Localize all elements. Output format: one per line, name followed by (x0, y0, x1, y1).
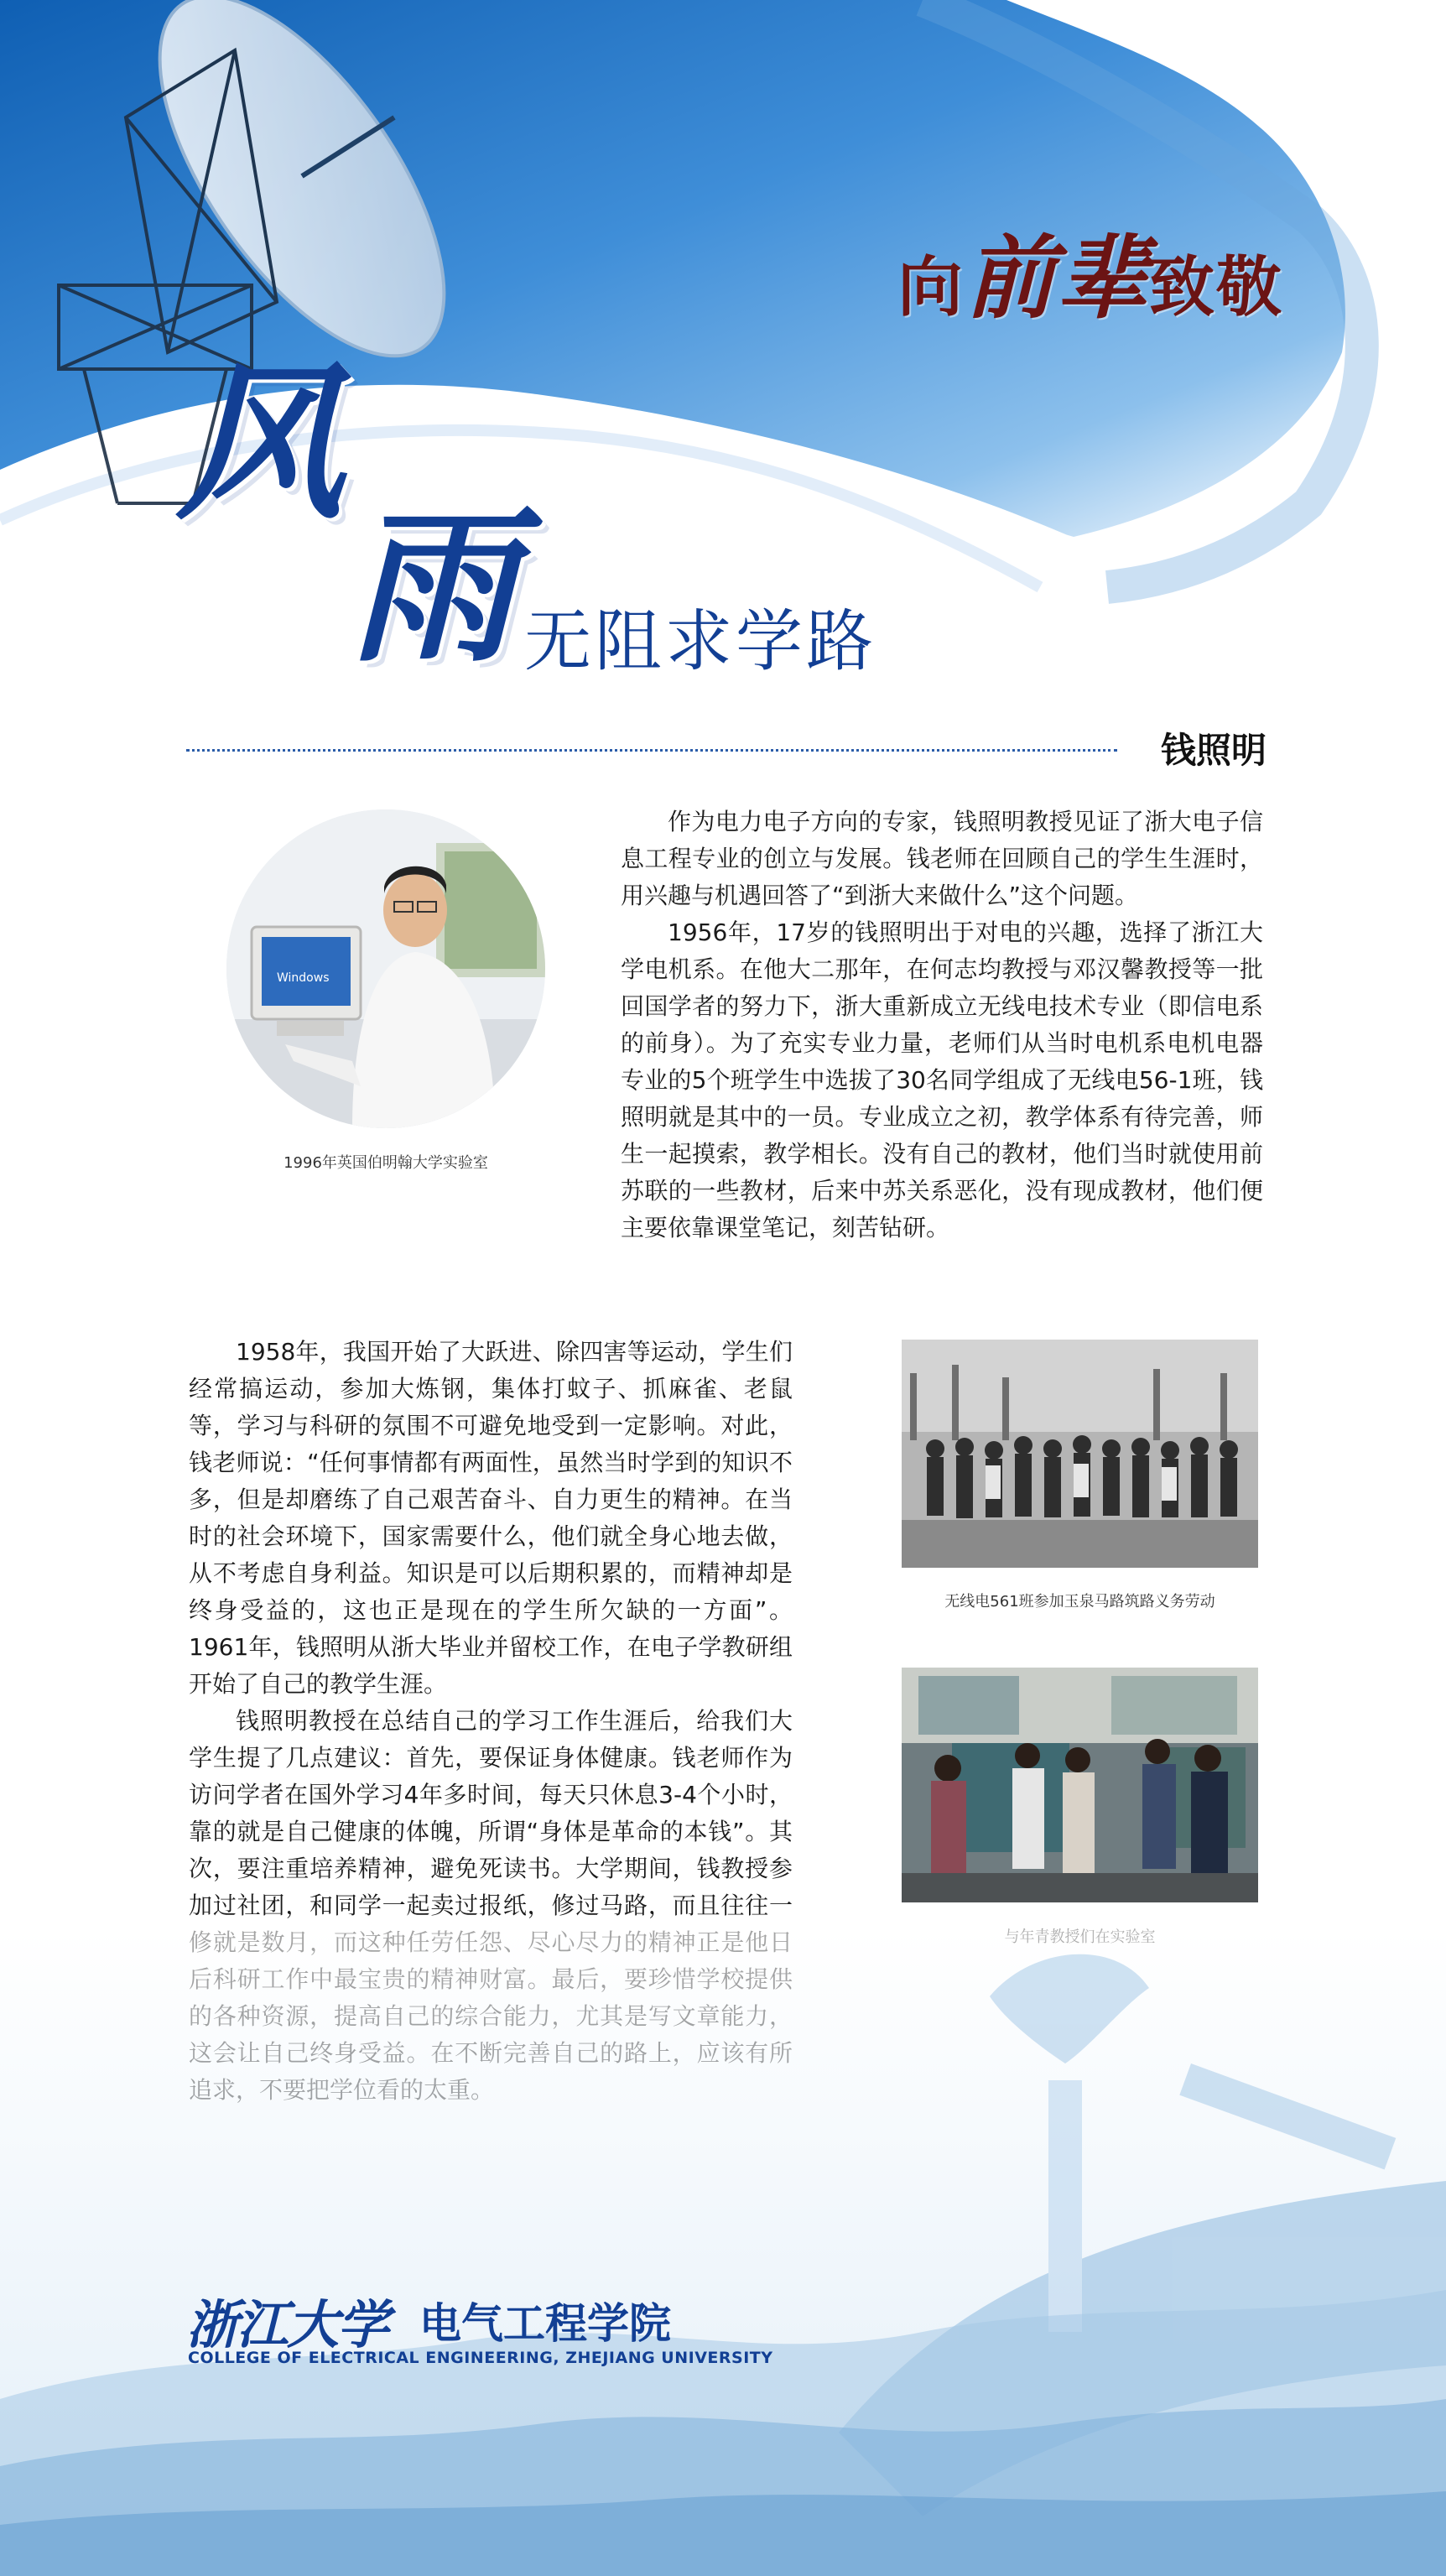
paragraph-1958: 1958年，我国开始了大跃进、除四害等运动，学生们经常搞运动，参加大炼钢，集体打蚊子、抓麻雀、老鼠等，学习与科研的氛围不可避免地受到一定影响。对此，钱老师说：“任何事情都有两面性，虽然当时学到的知识不多，但是却磨练了自己艰苦奋斗、自力更生的精神。在当时的社会环境下，国家需要什么，他们就全身心地去做，从不考虑自身利益。知识是可以后期积累的，而精神却是终身受益的，这也正是现在的学生所欠缺的一方面”。1961年，钱照明从浙大毕业并留校工作，在电子学教研组开始了自己的教学生涯。 (189, 1338, 793, 1698)
portrait-caption: 1996年英国伯明翰大学实验室 (283, 1154, 488, 1172)
intro-text-block (621, 804, 1263, 1246)
page-subtitle: 无阻求学路 (524, 602, 876, 680)
group-photo-illustration (902, 1340, 1258, 1568)
portrait-photo (226, 809, 545, 1128)
footer-landscape-background (0, 1929, 1446, 2576)
author-name: 钱照明 (1160, 730, 1267, 771)
paragraph-advice: 钱照明教授在总结自己的学习工作生涯后，给我们大学生提了几点建议：首先，要保证身体健康。钱老师作为访问学者在国外学习4年多时间，每天只休息3-4个小时，靠的就是自己健康的体魄，所谓“身体是革命的本钱”。其次，要注重培养精神，避免死读书。大学期间，钱教授参加过社团，和同学一起卖过报纸，修过马路，而且往往一 (189, 1707, 793, 1919)
portrait-illustration (226, 809, 545, 1128)
title-char-rain: 雨 (348, 488, 517, 685)
banner-big-2: 辈 (1057, 226, 1150, 331)
author-divider (186, 749, 1117, 752)
paragraph-1956: 1956年，17岁的钱照明出于对电的兴趣，选择了浙江大学电机系。在他大二那年，在何志均教授与邓汉馨教授等一批回国学者的努力下，浙大重新成立无线电技术专业（即信电系的前身）。为了充实专业力量，老师们从当时电机系电机电器专业的5个班学生中选拔了30名同学组成了无线电56-1班，钱照明就是其中的一员。专业成立之初，教学体系有待完善，师生一起摸索，教学相长。没有自己的教材，他们当时就使用前苏联的一些教材，后来中苏关系恶化，没有现成教材，他们便主要依靠课堂笔记，刻苦钻研。 (621, 919, 1263, 1241)
banner-pre: 向 (897, 249, 965, 325)
university-logo-calligraphy: 浙江大学 (186, 2294, 388, 2355)
paragraph-intro: 作为电力电子方向的专家，钱照明教授见证了浙大电子信息工程专业的创立与发展。钱老师在回顾自己的学生生涯时，用兴趣与机遇回答了“到浙大来做什么”这个问题。 (621, 808, 1263, 909)
college-name: 电气工程学院 (419, 2299, 671, 2348)
title-char-wind: 风 (176, 346, 345, 543)
group-photo (902, 1340, 1258, 1568)
college-name-english: COLLEGE OF ELECTRICAL ENGINEERING, ZHEJIANG UNIVERSITY (188, 2349, 773, 2367)
homage-banner (856, 206, 1325, 336)
lab-photo-illustration (902, 1668, 1258, 1902)
group-photo-caption: 无线电561班参加玉泉马路筑路义务劳动 (944, 1593, 1215, 1611)
banner-big-1: 前 (964, 226, 1057, 331)
banner-post: 致敬 (1149, 249, 1284, 325)
lab-photo (902, 1668, 1258, 1902)
screen-text: Windows (277, 971, 330, 985)
